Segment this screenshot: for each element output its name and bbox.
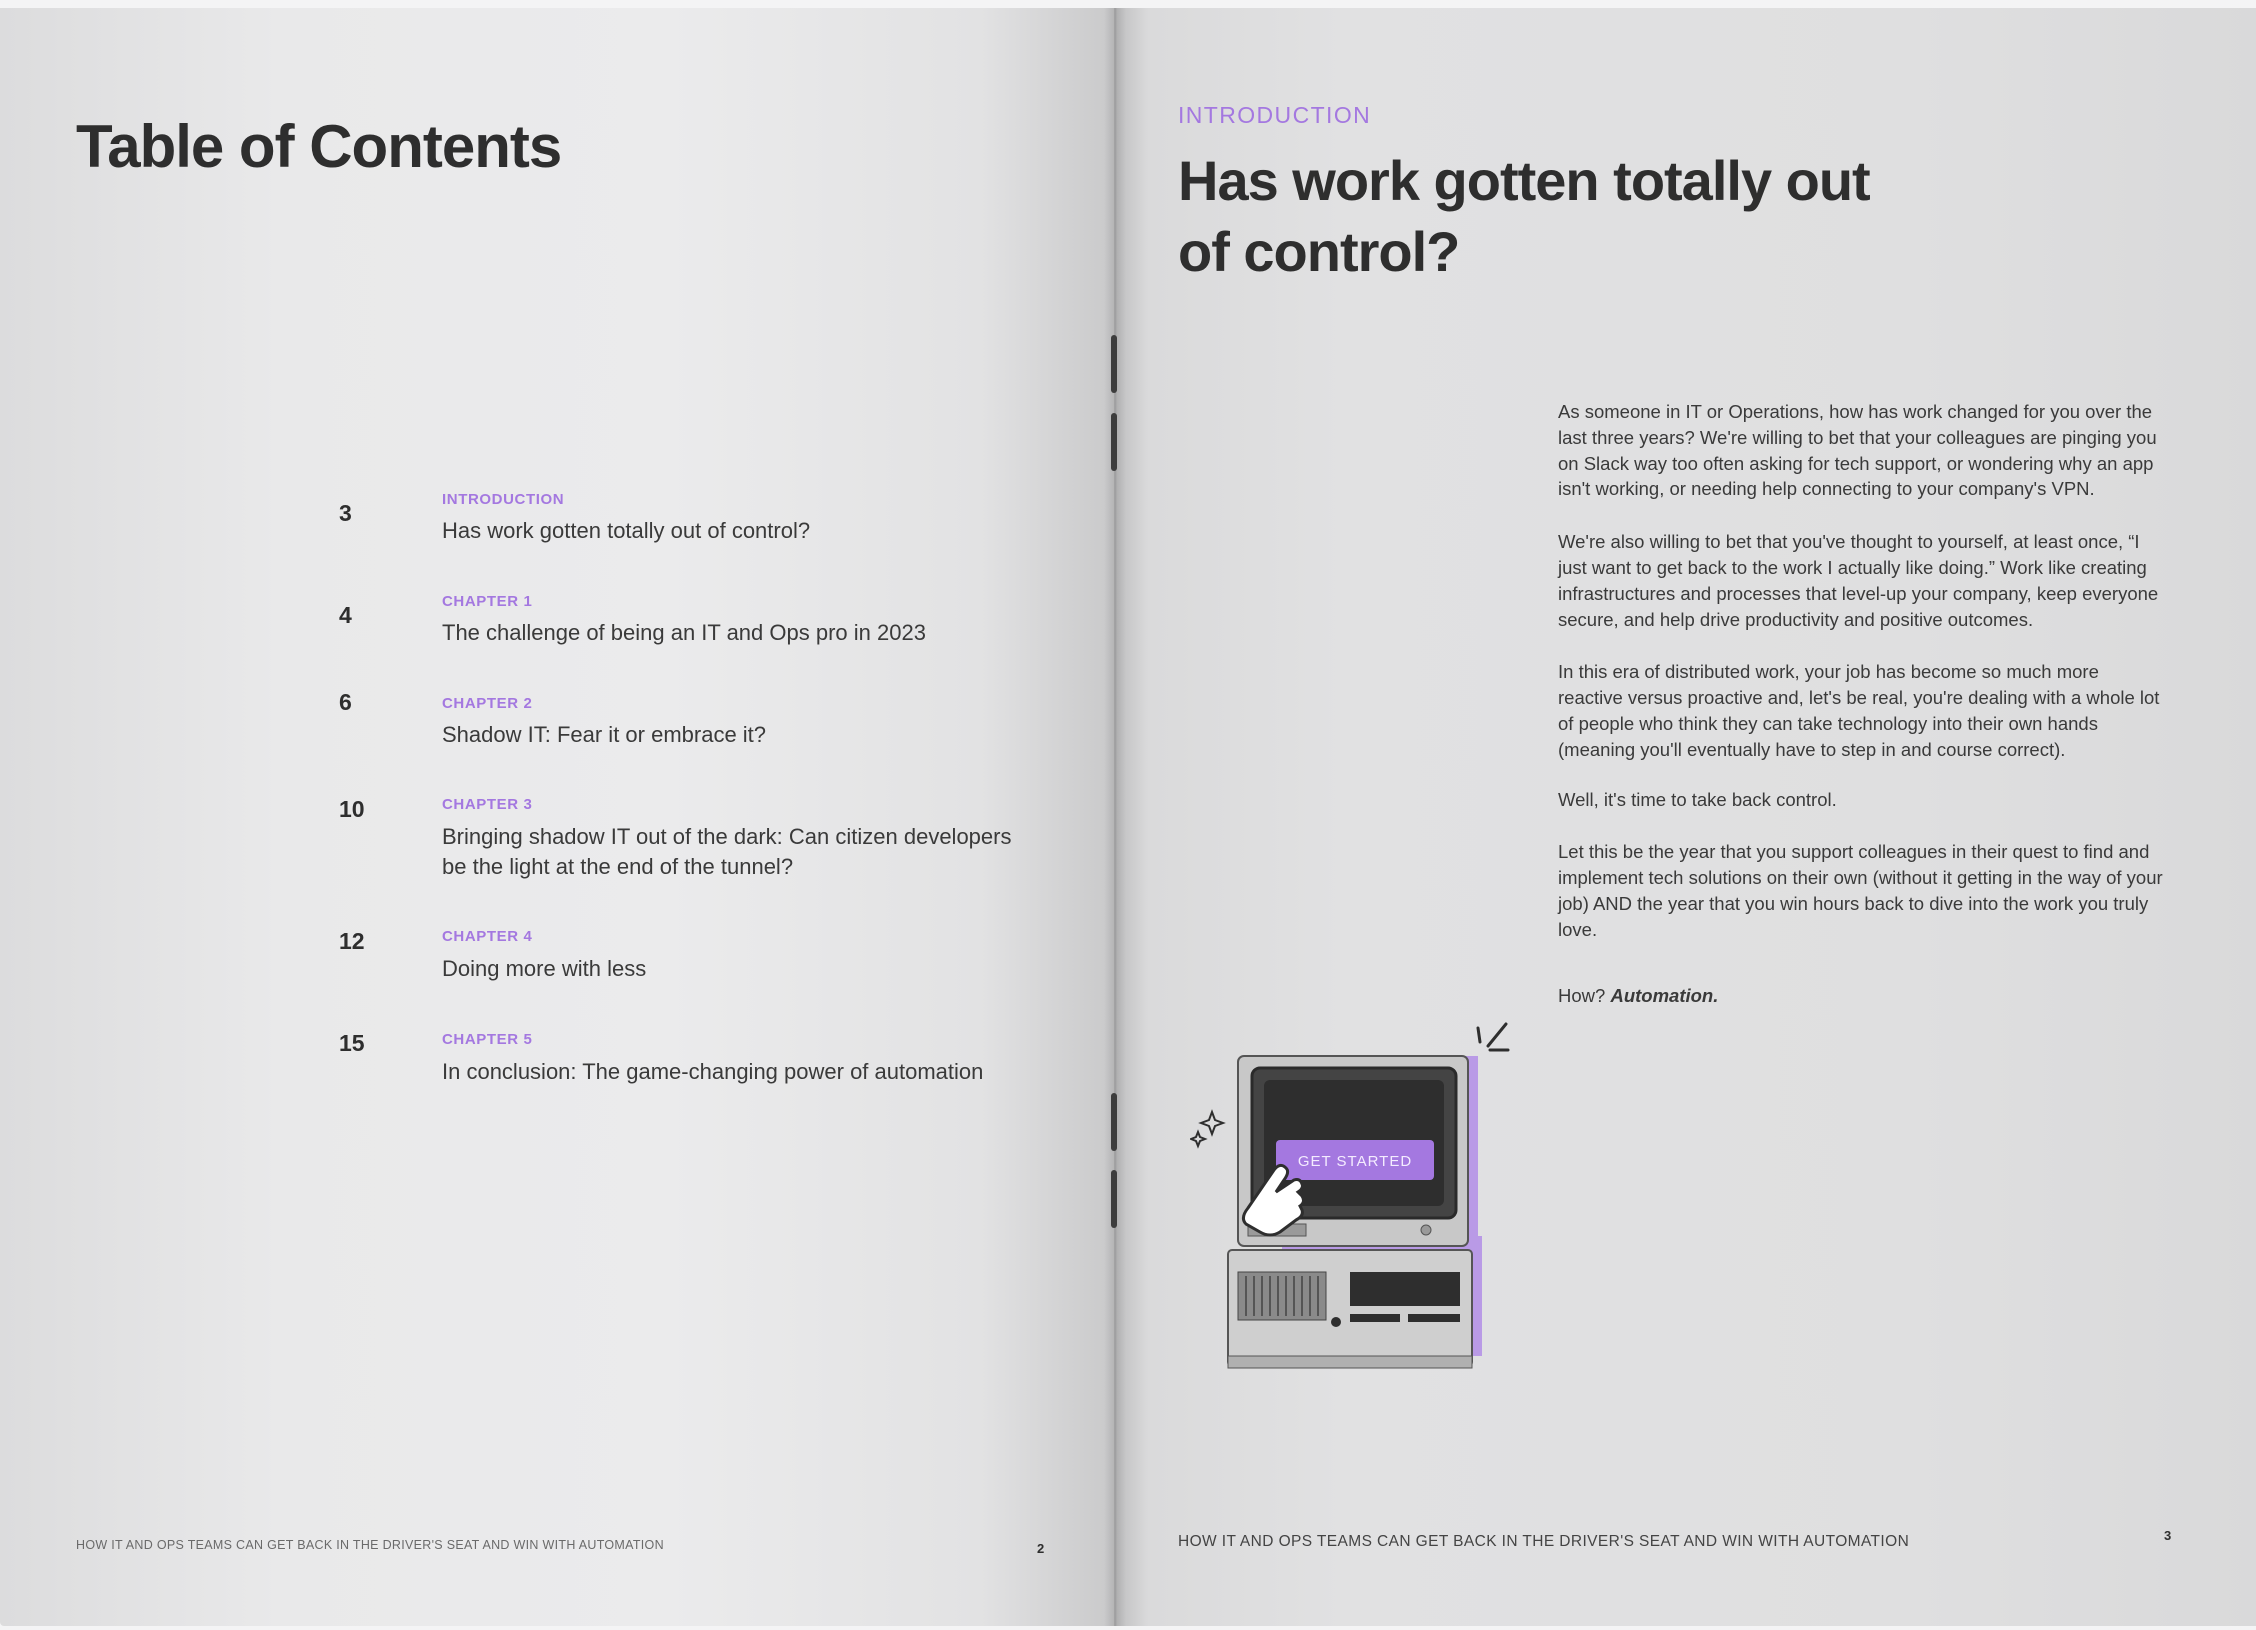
toc-section-label: CHAPTER 2: [442, 695, 533, 712]
staple: [1111, 413, 1117, 471]
page-footer: HOW IT AND OPS TEAMS CAN GET BACK IN THE DRIVER'S SEAT AND WIN WITH AUTOMATION: [76, 1538, 664, 1552]
toc-entry-title: Shadow IT: Fear it or embrace it?: [442, 722, 767, 747]
toc-page-number: 4: [339, 602, 352, 628]
page-footer: HOW IT AND OPS TEAMS CAN GET BACK IN THE DRIVER'S SEAT AND WIN WITH AUTOMATION: [1178, 1533, 1910, 1550]
toc-title: Table of Contents: [76, 113, 562, 180]
toc-section-label: CHAPTER 5: [442, 1031, 533, 1048]
section-label: INTRODUCTION: [1178, 102, 1372, 128]
toc-section-label: CHAPTER 3: [442, 796, 533, 813]
staple: [1111, 1170, 1117, 1228]
toc-entry-title: The challenge of being an IT and Ops pro in 2023: [442, 620, 926, 645]
toc-page-number: 10: [339, 796, 365, 822]
page-number: 3: [2164, 1528, 2172, 1543]
closing-line: [1558, 983, 2168, 1009]
toc-entry-title: Doing more with less: [442, 956, 647, 981]
toc-page-number: 12: [339, 928, 365, 954]
get-started-label: GET STARTED: [1297, 1153, 1413, 1170]
staple: [1111, 335, 1117, 393]
toc-section-label: CHAPTER 1: [442, 593, 533, 610]
toc-section-label: CHAPTER 4: [442, 928, 533, 945]
toc-page-number: 6: [339, 689, 352, 715]
closing-emphasis: Automation.: [1610, 984, 1719, 1006]
paragraph: Let this be the year that you support colleagues in their quest to find and implement tech solutions on their own (without it getting in the way of your job) AND the year that you win hours back to dive into the work you truly love.: [1558, 841, 2163, 940]
computer-illustration: [1190, 1020, 1520, 1400]
paragraph: We're also willing to bet that you've thought to yourself, at least once, “I just want to get back to the work I actually like doing.” Work like creating infrastructures and processes that level-up your company, keep everyone secure, and help drive productivity and positive outcomes.: [1558, 531, 2159, 630]
page-number: 2: [1037, 1541, 1045, 1556]
left-page: [0, 8, 1114, 1626]
paragraph: As someone in IT or Operations, how has work changed for you over the last three years? We're willing to bet that your colleagues are pinging you on Slack way too often asking for tech support, or wondering why an app isn't working, or needing help connecting to your company's VPN.: [1558, 401, 2157, 500]
toc-page-number: 15: [339, 1030, 365, 1056]
paragraph: Well, it's time to take back control.: [1558, 788, 1837, 810]
toc-entry-title: In conclusion: The game-changing power of automation: [442, 1059, 984, 1084]
page-title: Has work gotten totally out of control?: [1178, 149, 1870, 283]
body-text: [1558, 399, 2168, 1035]
spine-shadow: [1104, 8, 1126, 1626]
toc-page-number: 3: [339, 500, 352, 526]
toc-entry-title: Has work gotten totally out of control?: [442, 518, 811, 543]
paragraph: In this era of distributed work, your job has become so much more reactive versus proactive and, let's be real, you're dealing with a whole lot of people who think they can take technology into their own hands (meaning you'll eventually have to step in and course correct).: [1558, 661, 2160, 760]
toc-section-label: INTRODUCTION: [442, 491, 565, 508]
closing-prefix: How?: [1558, 984, 1606, 1006]
toc-entry-title: Bringing shadow IT out of the dark: Can citizen developers be the light at the end of the tunnel?: [442, 824, 1012, 879]
staple: [1111, 1093, 1117, 1151]
